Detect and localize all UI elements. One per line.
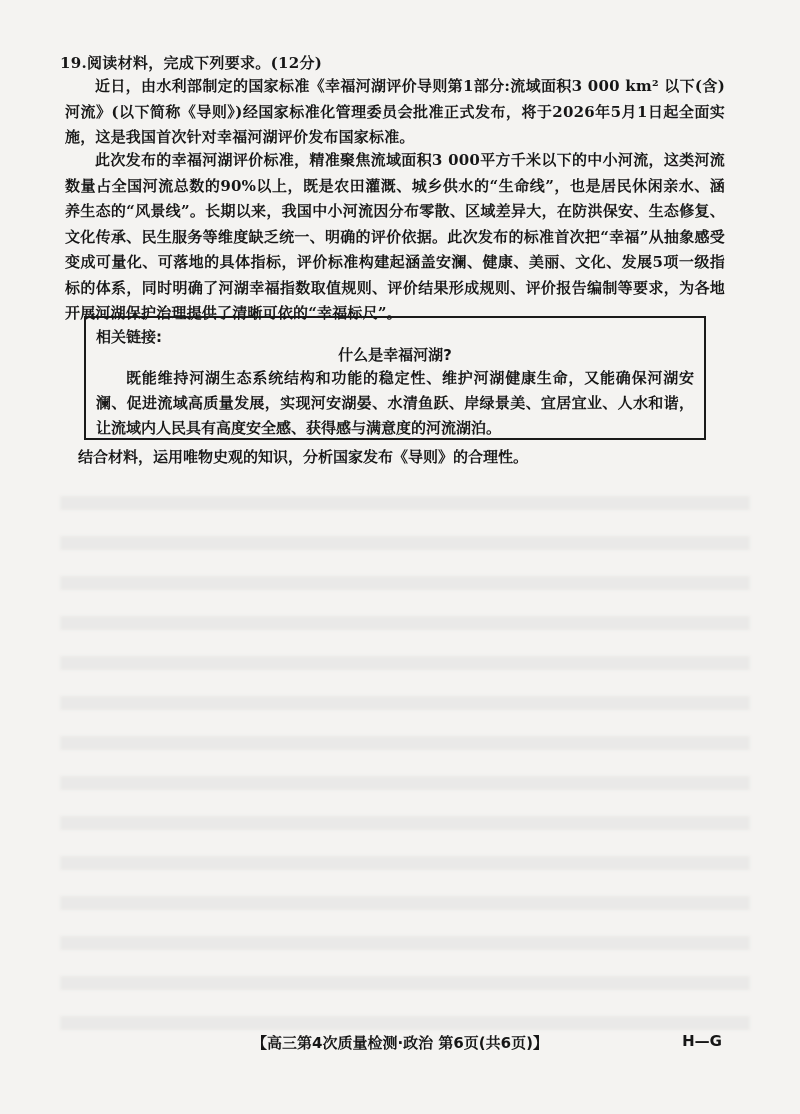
material-paragraph-1: 近日，由水利部制定的国家标准《幸福河湖评价导则第1部分:流域面积3 000 km² 以下(含)河流》(以下简称《导则》)经国家标准化管理委员会批准正式发布，将于2026年5月1日起全面实施，这是我国首次针对幸福河湖评价发布国家标准。: [65, 77, 725, 146]
material-paragraph-2: 此次发布的幸福河湖评价标准，精准聚焦流域面积3 000平方千米以下的中小河流，这类河流数量占全国河流总数的90%以上，既是农田灌溉、城乡供水的“生命线”，也是居民休闲亲水、涵养生态的“风景线”。长期以来，我国中小河流因分布零散、区域差异大，在防洪保安、生态修复、文化传承、民生服务等维度缺乏统一、明确的评价依据。此次发布的标准首次把“幸福”从抽象感受变成可量化、可落地的具体指标，评价标准构建起涵盖安澜、健康、美丽、文化、发展5项一级指标的体系，同时明确了河湖幸福指数取值规则、评价结果形成规则、评价报告编制等要求，为各地开展河湖保护治理提供了清晰可依的“幸福标尺”。: [65, 151, 725, 322]
bleed-through-background: [60, 470, 750, 1030]
question-prompt: 结合材料，运用唯物史观的知识，分析国家发布《导则》的合理性。: [78, 448, 529, 466]
related-link-label: 相关链接:: [96, 328, 162, 346]
related-link-box: [84, 316, 706, 440]
page-footer: 【高三第4次质量检测·政治 第6页(共6页)】: [252, 1034, 548, 1052]
paper-code: H—G: [682, 1032, 722, 1050]
question-title: 19.阅读材料，完成下列要求。(12分): [60, 54, 323, 72]
related-link-text: 既能维持河湖生态系统结构和功能的稳定性、维护河湖健康生命，又能确保河湖安澜、促进流域高质量发展，实现河安湖晏、水清鱼跃、岸绿景美、宜居宜业、人水和谐，让流域内人民具有高度安全感、获得感与满意度的河流湖泊。: [96, 369, 694, 437]
related-link-title: 什么是幸福河湖?: [338, 346, 452, 364]
